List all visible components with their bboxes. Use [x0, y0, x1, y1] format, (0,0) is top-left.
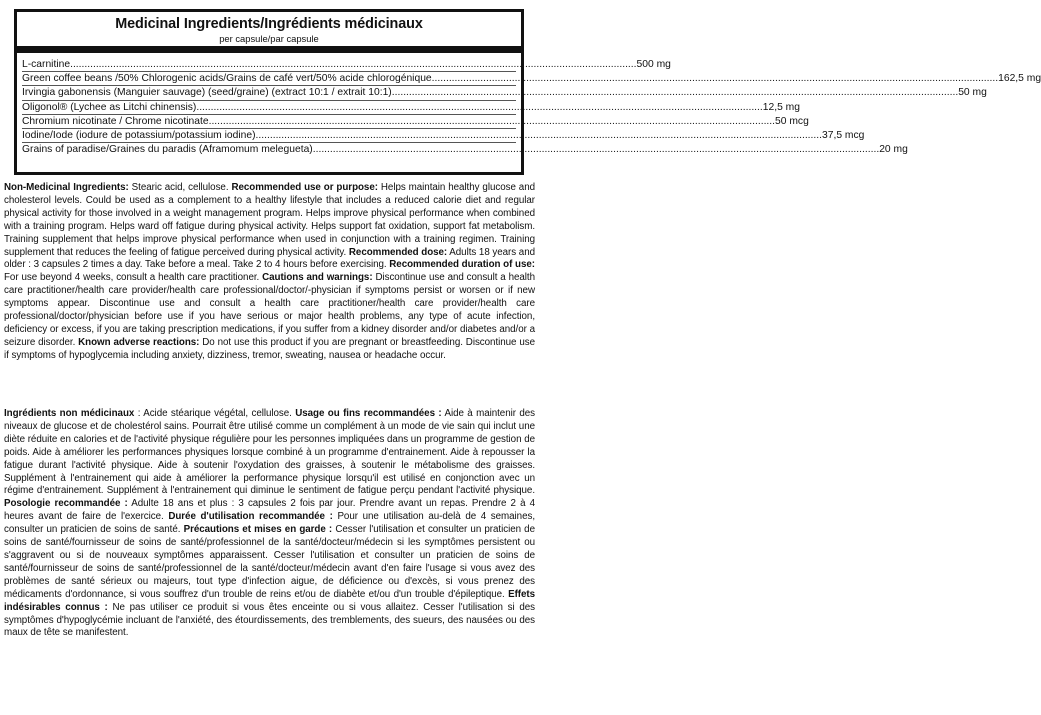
leader-dots [392, 86, 958, 99]
ingredient-amount: 37,5 mcg [822, 130, 865, 142]
duration-text-fr: Pour une utilisation au-delà de 4 semaines, consulter un praticien de soins de santé. [4, 511, 535, 536]
non-medicinal-heading: Non-Medicinal Ingredients: [4, 182, 129, 193]
panel-divider [17, 46, 521, 53]
ingredient-amount: 12,5 mg [762, 101, 800, 113]
leader-dots [70, 58, 636, 71]
recommended-use-heading-fr: Usage ou fins recommandées : [295, 408, 442, 419]
leader-dots [209, 115, 775, 128]
cautions-text: Discontinue use and consult a health care practitioner/health care provider/health care professional/doctor/-physician if symptoms persist or worsen or if new symptoms appear. Discontinue use and consult a health care practitioner/health care provider/health care professional/doctor/physician before use if you have serious or major health problems, any type of acute infection, deficiency or excess, if you are taking prescription medications, if you suffer from a kidney disorder and/or diabetes and/or a seizure disorder. [4, 272, 535, 348]
ingredient-name: Green coffee beans /50% Chlorogenic acids/Grains de café vert/50% acide chlorogénique [22, 73, 432, 85]
ingredient-name: L-carnitine [22, 59, 71, 70]
adverse-reactions-heading-fr: Effets indésirables connus : [4, 588, 535, 613]
recommended-dose-heading-fr: Posologie recommandée : [4, 498, 128, 510]
panel-title: Medicinal Ingredients/Ingrédients médicinaux [115, 16, 423, 32]
ingredient-name: Irvingia gabonensis (Manguier sauvage) (seed/graine) (extract 10:1 / extrait 10:1) [22, 87, 392, 99]
cautions-text-fr: Cesser l'utilisation et consulter un praticien de soins de santé/fournisseur de soins de santé/professionnel de la santé/docteur/médecin si les symptômes persistent ou s'aggravent ou si de nouveaux symptômes apparaissent. Cesser l'utilisation et consulter un praticien de soins de santé/fournisseur de soins de santé/professionnel de la santé/docteur/médecin avant d'en faire l'usage si vous avez des problèmes de santé sérieux ou majeurs, tout type d'infection aigue, de déficience ou d'excès, si vous prenez des médicaments d'ordonnance, si vous souffrez d'un trouble de reins et/ou de diabète et/ou d'un trouble d'épileptique. [4, 524, 535, 600]
non-medicinal-text: Stearic acid, cellulose. [128, 182, 232, 193]
ingredient-row [22, 72, 1041, 86]
ingredient-row [22, 129, 865, 143]
recommended-dose-heading: Recommended dose: [348, 246, 448, 258]
adverse-reactions-text-fr: Ne pas utiliser ce produit si vous êtes enceinte ou si vous allaitez. Cesser l'utilisation si des symptômes d'hypoglycémie incluant de l'anxiété, des étourdissements, des tremblements, des sueurs, des nausées ou des maux de tête se manifestent. [4, 601, 535, 639]
recommended-use-text: Helps maintain healthy glucose and cholesterol levels. Could be used as a complement to a healthy lifestyle that includes a reduced calorie diet and regular physical activity for those involved in a weight management program. Helps improve physical performance when combined with a training program. Helps ward off fatigue during physical activity. Helps support fat oxidation, support fat metabolism. Training supplement that helps improve physical performance when used in conjunction with a training regimen. Training supplement that reduces the feeling of fatigue perceived during physical activity. [4, 182, 535, 258]
ingredient-row [22, 143, 908, 156]
leader-dots [256, 129, 822, 142]
duration-heading: Recommended duration of use: [389, 259, 535, 271]
french-label-text [4, 408, 535, 640]
ingredient-row [22, 58, 671, 72]
ingredient-amount: 500 mg [636, 59, 671, 70]
ingredient-amount: 50 mcg [775, 115, 809, 127]
recommended-use-text-fr: Aide à maintenir des niveaux de glucose et de cholestérol sains. Pourrait être utilisé comme un complément à un mode de vie sain qui inclut une diète réduite en calories et de l'activité physique régulière pour les personnes impliquées dans un programme de gestion de poids. Aide à améliorer les performances physiques lorsque combiné à un programme d'entrainement. Aide à repousser la fatigue durant l'activité physique. Aide à soutenir l'oxydation des graisses, à soutenir le métabolisme des graisses. Supplément à l'entrainement qui aide à améliorer la performance physique lorsqu'il est utilisé en conjonction avec un régime d'entrainement. Supplément à l'entrainement qui diminue le sentiment de fatigue perçu pendant l'activité physique. [4, 408, 535, 497]
ingredient-amount: 20 mg [879, 144, 908, 156]
duration-text: For use beyond 4 weeks, consult a health care practitioner. [4, 272, 263, 284]
ingredient-row [22, 86, 987, 100]
ingredient-name: Iodine/Iode (iodure de potassium/potassium iodine) [22, 130, 256, 142]
duration-heading-fr: Durée d'utilisation recommandée : [168, 511, 333, 523]
recommended-dose-text: Adults 18 years and older : 3 capsules 2 times a day. Take before a meal. Take 2 to 4 hours before exercising. [4, 246, 535, 271]
leader-dots [196, 101, 762, 114]
leader-dots [432, 72, 998, 85]
ingredient-name: Oligonol® (Lychee as Litchi chinensis) [22, 101, 197, 113]
recommended-use-heading: Recommended use or purpose: [231, 182, 378, 193]
adverse-reactions-heading: Known adverse reactions: [78, 336, 200, 348]
non-medicinal-text-fr: : Acide stéarique végétal, cellulose. [134, 408, 296, 419]
leader-dots [313, 143, 879, 156]
ingredient-amount: 162,5 mg [998, 73, 1041, 85]
ingredient-row [22, 101, 800, 115]
cautions-heading: Cautions and warnings: [262, 272, 373, 284]
english-label-text [4, 182, 535, 363]
non-medicinal-heading-fr: Ingrédients non médicinaux [4, 408, 135, 419]
adverse-reactions-text: Do not use this product if you are pregnant or breastfeeding. Discontinue use if symptoms of hypoglycemia including anxiety, dizziness, tremor, sweating, nausea or headache occur. [4, 336, 535, 361]
panel-subtitle: per capsule/par capsule [219, 33, 319, 44]
ingredient-table [22, 58, 1041, 156]
ingredient-row [22, 115, 809, 129]
ingredient-name: Chromium nicotinate / Chrome nicotinate [22, 115, 209, 127]
ingredient-amount: 50 mg [958, 87, 987, 99]
medicinal-ingredients-panel [14, 9, 1041, 175]
ingredient-name: Grains of paradise/Graines du paradis (Aframomum melegueta) [22, 144, 313, 156]
cautions-heading-fr: Précautions et mises en garde : [183, 524, 333, 536]
recommended-dose-text-fr: Adulte 18 ans et plus : 3 capsules 2 fois par jour. Prendre avant un repas. Prendre 2 à 4 heures avant de faire de l'exercice. [4, 498, 535, 523]
